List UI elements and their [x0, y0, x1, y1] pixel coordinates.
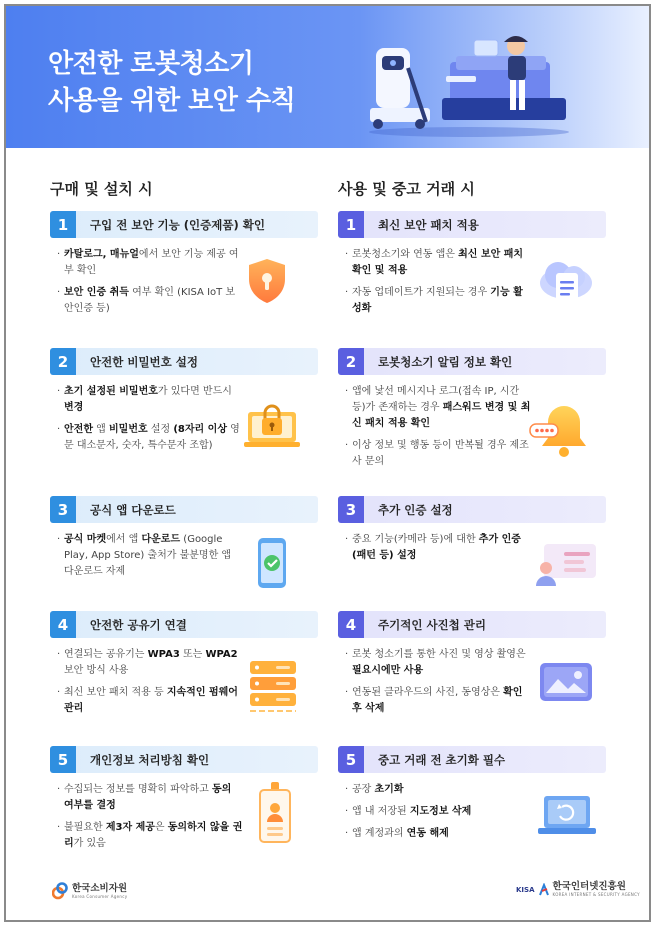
bullet-item — [58, 685, 243, 717]
robot-cleaner-illustration-icon — [364, 28, 574, 138]
bullet-emphasis: 보안 인증 취득 — [64, 287, 129, 298]
kca-name: 한국소비자원 — [72, 882, 128, 894]
router-server-icon — [246, 657, 300, 713]
bullet-text: 가 있다면 반드시 — [157, 386, 232, 397]
bullet-text: 앱에 낯선 메시지나 로그(접속 IP, 시간 등)가 존재하는 경우 — [352, 386, 520, 413]
bullet-item — [58, 782, 243, 814]
korea-consumer-agency-logo — [52, 882, 127, 900]
bullet-text: 연결되는 공유기는 — [64, 649, 148, 660]
right-column-heading: 사용 및 중고 거래 시 — [338, 180, 475, 198]
right-section-5 — [338, 746, 606, 839]
right-section-1 — [338, 211, 606, 314]
title-line-2: 사용을 위한 보안 수칙 — [48, 86, 296, 116]
right-section-2 — [338, 348, 606, 467]
phone-check-icon — [256, 536, 288, 590]
bullet-emphasis: 동의하지 않을 권리 — [64, 822, 243, 849]
bullet-text: 보안 방식 사용 — [64, 665, 129, 676]
section-header — [338, 611, 606, 638]
bullet-emphasis: 패스워드 변경 및 최신 패치 적용 확인 — [352, 402, 531, 429]
bullet-emphasis: (8자리 이상 — [173, 424, 227, 435]
bullet-item — [58, 285, 243, 317]
bullet-text: 불필요한 — [64, 822, 106, 833]
bullet-item — [346, 247, 531, 279]
bullet-item — [58, 532, 243, 580]
bullet-emphasis: 지도정보 삭제 — [409, 806, 472, 817]
bullet-text: 앱 계정과의 — [352, 828, 407, 839]
section-header — [338, 348, 606, 375]
section-title: 안전한 공유기 연결 — [90, 617, 187, 632]
bullet-text: 중요 기능(카메라 등)에 대한 — [352, 534, 479, 545]
bullet-text: 가 있음 — [73, 838, 106, 849]
section-title: 로봇청소기 알림 정보 확인 — [378, 354, 513, 369]
bullet-item — [346, 438, 531, 470]
title-line-1: 안전한 로봇청소기 — [48, 49, 254, 79]
user-auth-card-icon — [534, 542, 598, 588]
poster-title — [48, 46, 295, 120]
section-bullets — [58, 247, 243, 323]
bullet-text: 앱 — [92, 424, 110, 435]
bullet-emphasis: 제3자 제공 — [105, 822, 155, 833]
section-bullets — [58, 384, 243, 460]
bullet-emphasis: 다운로드 — [141, 534, 181, 545]
cloud-document-icon — [536, 255, 596, 311]
section-header — [50, 348, 318, 375]
section-title: 중고 거래 전 초기화 필수 — [378, 752, 506, 767]
section-header — [50, 746, 318, 773]
bullet-text: (Google Play, App Store) 출처가 불분명한 앱 다운로드 자제 — [64, 534, 232, 577]
section-bullets — [58, 532, 243, 586]
bullet-emphasis: 추가 인증(패턴 등) 설정 — [352, 534, 521, 561]
section-number: 2 — [50, 348, 76, 375]
bullet-item — [58, 820, 243, 852]
left-section-4 — [50, 611, 318, 714]
bullet-emphasis: 공식 마켓 — [64, 534, 107, 545]
kisa-name: 한국인터넷진흥원 — [552, 881, 626, 892]
left-section-3 — [50, 496, 318, 577]
bullet-item — [346, 532, 531, 564]
bullet-text: 설정 — [147, 424, 174, 435]
poster — [4, 4, 651, 922]
bullet-text: 수집되는 정보를 명확히 파악하고 — [64, 784, 212, 795]
bullet-item — [346, 782, 531, 798]
section-number: 5 — [50, 746, 76, 773]
right-section-3 — [338, 496, 606, 561]
section-number: 4 — [338, 611, 364, 638]
bullet-emphasis: 변경 — [64, 402, 84, 413]
section-header — [50, 611, 318, 638]
bell-password-icon — [528, 398, 594, 464]
kisa-abbrev: KISA — [516, 885, 535, 894]
section-title: 개인정보 처리방침 확인 — [90, 752, 210, 767]
bullet-item — [346, 384, 531, 432]
bullet-text: 은 — [154, 822, 168, 833]
right-column — [338, 178, 606, 208]
section-header — [50, 496, 318, 523]
bullet-emphasis: 초기 설정된 비밀번호 — [64, 386, 158, 397]
bullet-item — [58, 247, 243, 279]
left-column-heading: 구매 및 설치 시 — [50, 180, 153, 198]
bullet-emphasis: 확인 후 삭제 — [352, 687, 523, 714]
section-number: 3 — [338, 496, 364, 523]
kca-name-en: Korea Consumer Agency — [72, 893, 128, 899]
bullet-emphasis: 안전한 — [64, 424, 93, 435]
bullet-text: 에서 보안 기능 제공 여부 확인 — [64, 249, 239, 276]
section-title: 안전한 비밀번호 설정 — [90, 354, 198, 369]
left-section-1 — [50, 211, 318, 314]
section-bullets — [58, 782, 243, 858]
bullet-text: 여부 확인 (KISA IoT 보안인증 등) — [64, 287, 236, 314]
section-number: 1 — [338, 211, 364, 238]
laptop-lock-icon — [244, 396, 300, 452]
section-number: 2 — [338, 348, 364, 375]
right-section-4 — [338, 611, 606, 714]
bullet-item — [58, 422, 243, 454]
bullet-text: 앱 내 저장된 — [352, 806, 410, 817]
section-bullets — [346, 247, 531, 323]
kisa-name-en: KOREA INTERNET & SECURITY AGENCY — [552, 892, 640, 897]
bullet-emphasis: 최신 보안 패치 확인 및 적용 — [352, 249, 524, 276]
laptop-reset-icon — [538, 794, 596, 838]
section-header — [338, 211, 606, 238]
section-header — [338, 746, 606, 773]
left-section-5 — [50, 746, 318, 849]
bullet-item — [346, 826, 531, 842]
bullet-emphasis: WPA2 — [205, 649, 238, 660]
bullet-text: 로봇청소기와 연동 앱은 — [352, 249, 459, 260]
section-title: 주기적인 사진첩 관리 — [378, 617, 486, 632]
section-number: 5 — [338, 746, 364, 773]
section-number: 1 — [50, 211, 76, 238]
bullet-text: 자동 업데이트가 지원되는 경우 — [352, 287, 491, 298]
bullet-emphasis: WPA3 — [147, 649, 180, 660]
left-column — [50, 178, 318, 208]
section-bullets — [346, 782, 531, 848]
bullet-emphasis: 지속적인 펌웨어 관리 — [64, 687, 238, 714]
section-bullets — [58, 647, 243, 723]
section-title: 추가 인증 설정 — [378, 502, 453, 517]
bullet-item — [346, 285, 531, 317]
id-badge-icon — [258, 782, 292, 844]
bullet-emphasis: 카탈로그, 매뉴얼 — [64, 249, 139, 260]
photo-gallery-icon — [538, 661, 594, 703]
bullet-emphasis: 비밀번호 — [109, 424, 148, 435]
bullet-text: 영문 대소문자, 숫자, 특수문자 조합) — [64, 424, 240, 451]
shield-keyhole-icon — [246, 257, 288, 305]
kisa-emblem-icon — [538, 883, 550, 897]
bullet-emphasis: 연동 해제 — [406, 828, 449, 839]
bullet-item — [58, 384, 243, 416]
section-header — [50, 211, 318, 238]
section-bullets — [346, 384, 531, 476]
bullet-text: 최신 보안 패치 적용 등 — [64, 687, 167, 698]
section-number: 4 — [50, 611, 76, 638]
section-title: 구입 전 보안 기능 (인증제품) 확인 — [90, 217, 265, 232]
bullet-emphasis: 동의 여부를 결정 — [64, 784, 232, 811]
bullet-emphasis: 필요시에만 사용 — [352, 665, 424, 676]
section-number: 3 — [50, 496, 76, 523]
section-title: 최신 보안 패치 적용 — [378, 217, 479, 232]
bullet-item — [346, 685, 531, 717]
bullet-item — [346, 647, 531, 679]
bullet-text: 또는 — [179, 649, 206, 660]
bullet-item — [58, 647, 243, 679]
kca-emblem-icon — [52, 882, 68, 900]
header-banner — [6, 6, 649, 148]
bullet-emphasis: 기능 활성화 — [352, 287, 523, 314]
left-section-2 — [50, 348, 318, 451]
bullet-emphasis: 초기화 — [374, 784, 404, 795]
section-title: 공식 앱 다운로드 — [90, 502, 176, 517]
section-bullets — [346, 647, 531, 723]
bullet-text: 공장 — [352, 784, 375, 795]
section-bullets — [346, 532, 531, 570]
bullet-item — [346, 804, 531, 820]
kisa-logo — [516, 882, 640, 897]
bullet-text: 에서 앱 — [106, 534, 142, 545]
bullet-text: 로봇 청소기를 통한 사진 및 영상 촬영은 — [352, 649, 526, 660]
bullet-text: 연동된 클라우드의 사진, 동영상은 — [352, 687, 504, 698]
section-header — [338, 496, 606, 523]
bullet-text: 이상 정보 및 행동 등이 반복될 경우 제조사 문의 — [352, 440, 529, 467]
